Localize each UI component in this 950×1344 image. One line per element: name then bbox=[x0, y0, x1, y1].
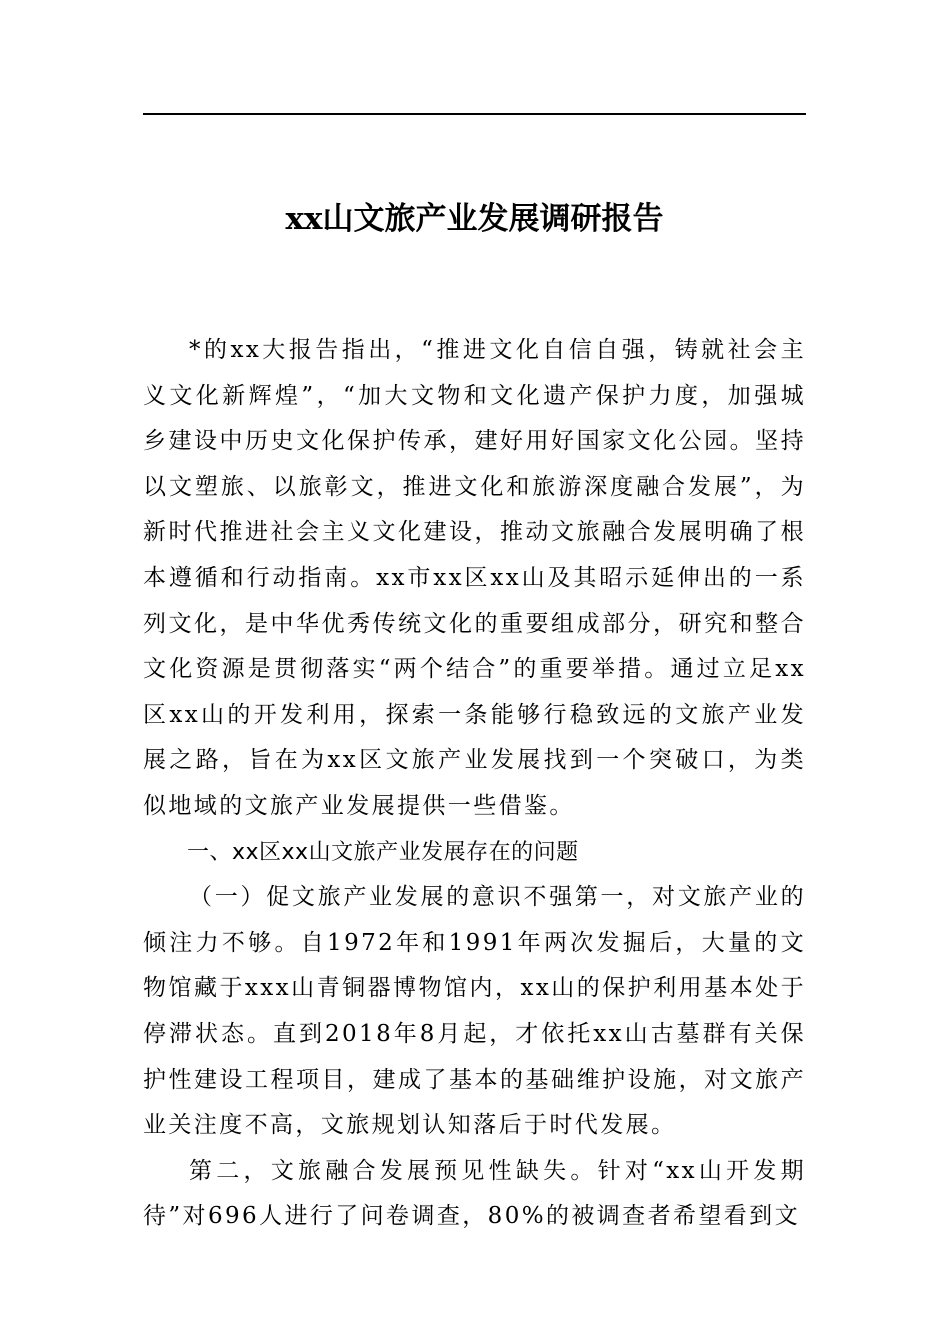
body-paragraph: 第二，文旅融合发展预见性缺失。针对“xx山开发期待”对696人进行了问卷调查，80%的被调查者希望看到文 bbox=[143, 1157, 806, 1230]
document-title: xx山文旅产业发展调研报告 bbox=[285, 201, 664, 237]
header-rule bbox=[143, 113, 806, 115]
intro-paragraph: *的xx大报告指出，“推进文化自信自强，铸就社会主义文化新辉煌”，“加大文物和文化遗产保护力度，加强城乡建设中历史文化保护传承，建好用好国家文化公园。坚持以文塑旅、以旅彰文，推进文化和旅游深度融合发展”，为新时代推进社会主义文化建设，推动文旅融合发展明确了根本遵循和行动指南。xx市xx区xx山及其昭示延伸出的一系列文化，是中华优秀传统文化的重要组成部分，研究和整合文化资源是贯彻落实“两个结合”的重要举措。通过立足xx区xx山的开发利用，探索一条能够行稳致远的文旅产业发展之路，旨在为xx区文旅产业发展找到一个突破口，为类似地域的文旅产业发展提供一些借鉴。 bbox=[143, 337, 806, 819]
document-body bbox=[143, 328, 806, 1240]
body-paragraph: （一）促文旅产业发展的意识不强第一，对文旅产业的倾注力不够。自1972年和1991年两次发掘后，大量的文物馆藏于xxx山青铜器博物馆内，xx山的保护利用基本处于停滞状态。直到2018年8月起，才依托xx山古墓群有关保护性建设工程项目，建成了基本的基础维护设施，对文旅产业关注度不高，文旅规划认知落后于时代发展。 bbox=[143, 884, 806, 1139]
section-heading: 一、xx区xx山文旅产业发展存在的问题 bbox=[187, 839, 579, 865]
